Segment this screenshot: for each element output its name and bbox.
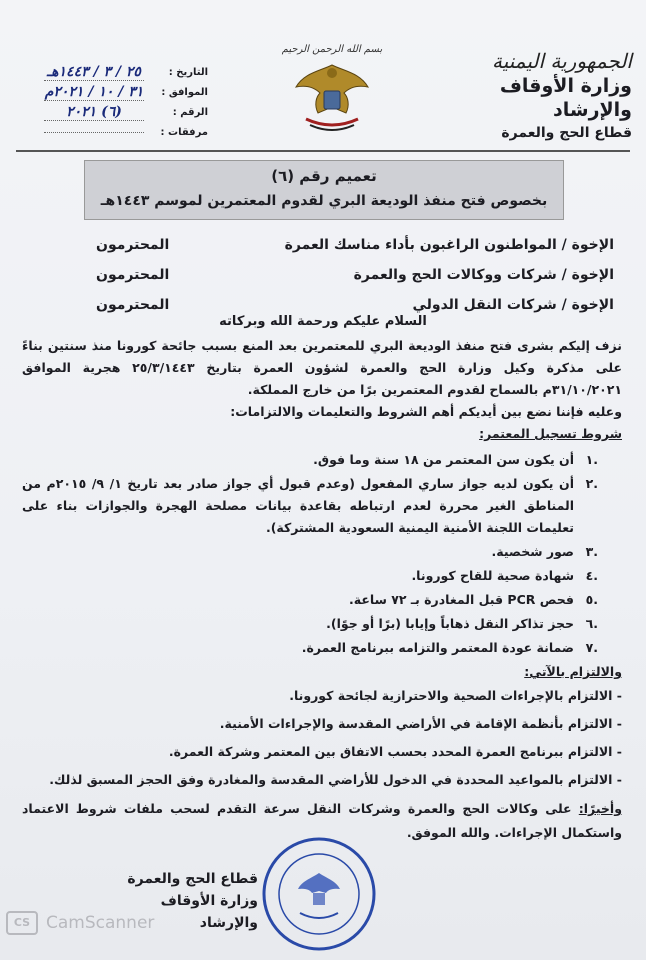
list-item: .١ أن يكون سن المعتمر من ١٨ سنة وما فوق. <box>313 452 598 467</box>
list-item: .٤ شهادة صحية للقاح كورونا. <box>411 568 598 583</box>
circular-title-box <box>84 160 564 220</box>
scanner-watermark <box>6 912 646 934</box>
list-item: - الالتزام ببرنامج العمرة المحدد بحسب الاتفاق بين المعتمر وشركة العمرة. <box>168 744 622 759</box>
document-meta <box>8 62 208 142</box>
commitments-heading: والالتزام بالآتي: <box>524 664 622 679</box>
circular-subject: بخصوص فتح منفذ الوديعة البري لقدوم المعتمرين لموسم ١٤٤٣هـ <box>100 193 548 209</box>
letterhead-ministry <box>432 48 632 144</box>
signature-sector: قطاع الحج والعمرة <box>127 871 258 887</box>
commitments-list <box>22 685 622 791</box>
addressee-row: الإخوة / المواطنون الراغبون بأداء مناسك العمرة المحترمون <box>96 237 614 253</box>
meta-corresponding: الموافق : ٣١ / ١٠ / ٢٠٢١م <box>44 83 208 100</box>
country-name: الجمهورية اليمنية <box>491 49 632 73</box>
conditions-list <box>22 449 622 659</box>
final-text: على وكالات الحج والعمرة وشركات النقل سرعة التقدم لسحب ملفات شروط الاعتماد واستكمال الإجراءات. <box>22 801 622 840</box>
closing-phrase: والله الموفق. <box>406 825 490 840</box>
basmala: بسم الله الرحمن الرحيم <box>281 44 383 55</box>
eagle-emblem-icon <box>290 57 374 141</box>
watermark-text: CamScanner <box>46 913 155 933</box>
list-item: - الالتزام بأنظمة الإقامة في الأراضي المقدسة والإجراءات الأمنية. <box>219 716 622 731</box>
list-item: .٣ صور شخصية. <box>491 544 598 559</box>
signature-ministry: وزارة الأوقاف والإرشاد <box>160 893 258 931</box>
final-prefix: وأخيرًا: <box>578 801 622 816</box>
intro-paragraph: نزف إليكم بشرى فتح منفذ الوديعة البري للمعتمرين بعد المنع بسبب جائحة كورونا منذ سنتين بناءً على مذكرة وكيل وزارة الحج والعمرة لشؤون العمرة بتاريخ ٢٥/٣/١٤٤٣ هجرية الموافق ٣١/١٠/٢٠٢١م بالسماح لقدوم المعتمرين برًا من خارج المملكة. <box>22 338 622 397</box>
list-item: .٢ أن يكون لديه جواز ساري المفعول (وعدم قبول أي جواز صادر بعد تاريخ ١/ ٩/ ٢٠١٥م من المناطق الغير محررة لعدم ارتباطه بقاعدة بيانات مصلحة الهجرة والجوازات بناء على تعليمات اللجنة الأمنية اليمنية السعودية المشتركة). <box>22 476 598 535</box>
addressee-row: الإخوة / شركات النقل الدولي المحترمون <box>96 297 614 313</box>
list-item: .٥ فحص PCR قبل المغادرة بـ ٧٢ ساعة. <box>349 592 598 607</box>
meta-attachments: مرفقات : <box>8 122 208 142</box>
official-stamp-icon <box>260 835 378 953</box>
circular-number: تعميم رقم (٦) <box>271 167 377 185</box>
list-item: - الالتزام بالمواعيد المحددة في الدخول للأراضي المقدسة والمغادرة وفق الحجز المسبق لذلك. <box>49 772 622 787</box>
camscanner-logo-icon: CS <box>6 911 38 935</box>
ministry-name: وزارة الأوقاف والإرشاد <box>499 75 632 121</box>
conditions-heading: شروط تسجيل المعتمر: <box>479 426 622 441</box>
letterhead-emblem <box>262 44 402 141</box>
sector-name: قطاع الحج والعمرة <box>501 125 632 141</box>
header-divider <box>16 150 630 152</box>
meta-date: التاريخ : ٢٥ / ٣ / ١٤٤٣هـ <box>8 62 208 82</box>
list-item: - الالتزام بالإجراءات الصحية والاحترازية لجائحة كورونا. <box>289 688 622 703</box>
addressees <box>96 230 614 320</box>
greeting: السلام عليكم ورحمة الله وبركاته <box>219 314 427 329</box>
list-item: .٧ ضمانة عودة المعتمر والتزامه ببرنامج العمرة. <box>301 640 598 655</box>
letter-body <box>22 335 622 845</box>
list-item: .٦ حجز تذاكر النقل ذهاباً وإيابا (برًا أو جوًا). <box>326 616 598 631</box>
addressee-row: الإخوة / شركات ووكالات الحج والعمرة المحترمون <box>96 267 614 283</box>
meta-number: الرقم : (٦) ٢٠٢١ <box>8 102 208 122</box>
conditions-intro: وعليه فإننا نضع بين أيديكم أهم الشروط والتعليمات والالتزامات: <box>230 404 622 419</box>
